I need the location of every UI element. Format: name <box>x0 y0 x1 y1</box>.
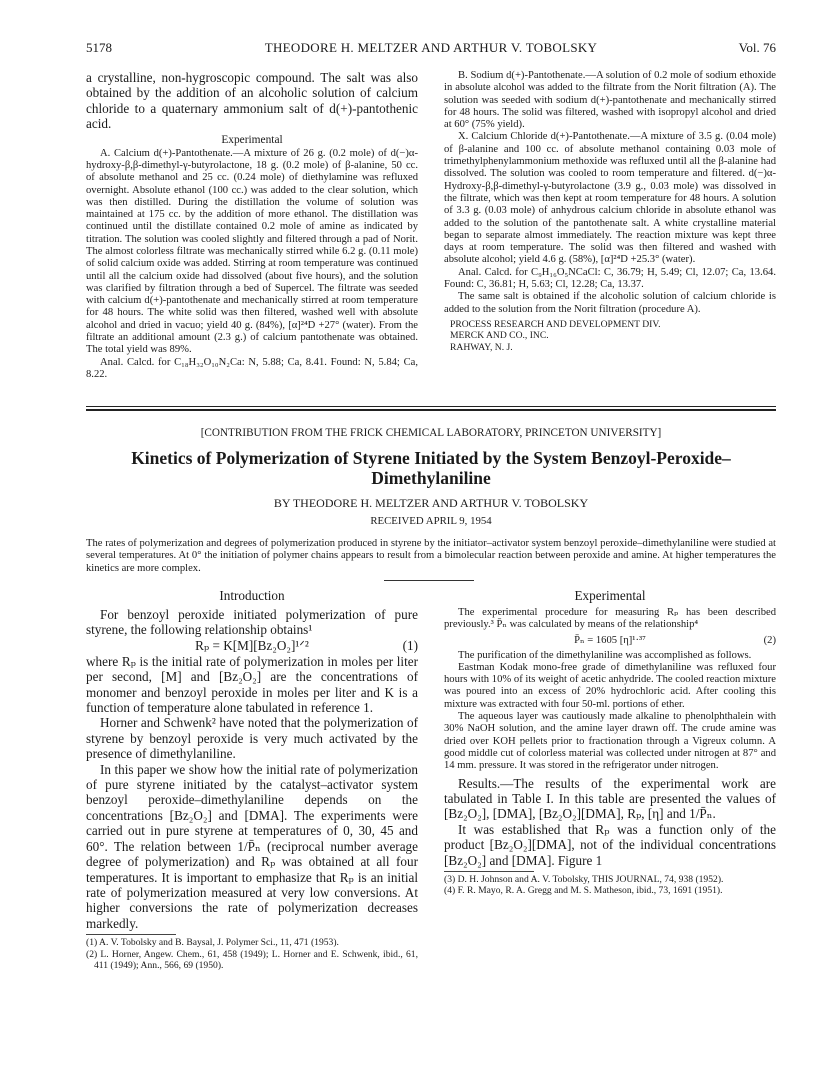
intro-paragraph-2: where Rₚ is the initial rate of polymerization in moles per liter per second, [M] and [Bz₂O₂] are the concentrations of monomer and benzoyl peroxide in moles per liter and K is a function of temperature alone tabulated in reference 1. <box>86 653 418 716</box>
experimental-paragraph-3: Eastman Kodak mono-free grade of dimethylaniline was refluxed four hours with 10% of its weight of acetic anhydride. The cooled reaction mixture was poured into an excess of 20% hydrochloric acid. After cooling this mixture was extracted with four 50-ml. portions of ether. <box>444 661 776 710</box>
intro-paragraph-4: In this paper we show how the initial rate of polymerization of pure styrene initiated by the catalyst–activator system benzoyl peroxide–dimethylaniline depends on the concentrations [Bz₂O₂] and [DMA]. The experiments were carried out in pure styrene at temperatures of 0, 30, 45 and 60°. The relation between 1/P̄ₙ (reciprocal number average degree of polymerization) and Rₚ was obtained at all four temperatures. It is important to emphasize that Rₚ is an initial rate of polymerization measured at very low conversions. At higher conversions the rate of polymerization decreases markedly. <box>86 761 418 931</box>
footnote-1: (1) A. V. Tobolsky and B. Baysal, J. Polymer Sci., 11, 471 (1953). <box>86 937 339 949</box>
article-separator-rule-thin <box>86 406 776 407</box>
affiliation-line-1: PROCESS RESEARCH AND DEVELOPMENT DIV. <box>450 318 661 330</box>
intro-paragraph-1: For benzoyl peroxide initiated polymerization of pure styrene, the following relationship obtains¹ <box>86 607 418 638</box>
equation-1 <box>86 638 418 654</box>
prev-para-x: X. Calcium Chloride d(+)-Pantothenate.—A mixture of 3.5 g. (0.04 mole) of β-alanine and 100 cc. of absolute methanol containing 0.03 mole of trimethylphenylammonium methoxide was refluxed until all the β-alanine had dissolved. The solution was cooled to room temperature and filtered. d(−)α-Hydroxy-β,β-dimethyl-γ-butyrolactone (3.9 g., 0.03 mole) was dissolved in the filtrate, which was then kept at room temperature for 48 hours. A solution of 3.3 g. (0.03 mole) of anhydrous calcium chloride in absolute ethanol was added to the solution of the pantothenate salt. A white crystalline material began to separate almost immediately. The reaction mixture was kept three days at room temperature. The solid was then filtered and washed with absolute alcohol; yield 4.6 g. (58%), [α]²⁴D +25.3° (water). <box>444 131 776 266</box>
results-paragraph-2: It was established that Rₚ was a function only of the product [Bz₂O₂][DMA], not of the individual concentrations [Bz₂O₂] and [DMA]. Figure 1 <box>444 821 776 868</box>
running-title: THEODORE H. MELTZER AND ARTHUR V. TOBOLSKY <box>264 40 598 55</box>
article-right-column <box>444 588 776 897</box>
footnote-4: (4) F. R. Mayo, R. A. Gregg and M. S. Matheson, ibid., 73, 1691 (1951). <box>444 885 723 897</box>
abstract-rule <box>384 580 474 581</box>
prev-article-right-column <box>444 70 776 353</box>
byline: BY THEODORE H. MELTZER AND ARTHUR V. TOBOLSKY <box>273 496 589 510</box>
contribution-line: [CONTRIBUTION FROM THE FRICK CHEMICAL LABORATORY, PRINCETON UNIVERSITY] <box>200 427 662 439</box>
prev-article-left-column <box>86 70 418 381</box>
footnote-rule-left <box>86 934 176 935</box>
prev-intro-paragraph: a crystalline, non-hygroscopic compound. The salt was also obtained by the addition of an alcoholic solution of calcium chloride to a quaternary ammonium salt of d(+)-pantothenic acid. <box>86 70 418 132</box>
prev-para-b: B. Sodium d(+)-Pantothenate.—A solution of 0.2 mole of sodium ethoxide in absolute alcohol was added to the filtrate from the Norit filtration (A). The solution was seeded with sodium d(+)-pantothenate and mechanically stirred for 48 hours. The solid was filtered, washed with isopropyl alcohol and dried at 60° (75% yield). <box>444 70 776 131</box>
affiliation-line-2: MERCK AND CO., INC. <box>450 330 549 342</box>
equation-2-number: (2) <box>763 634 776 646</box>
experimental-heading: Experimental <box>574 588 646 603</box>
prev-anal-a: Anal. Calcd. for C₁₈H₃₂O₁₀N₂Ca: N, 5.88; Ca, 8.41. Found: N, 5.84; Ca, 8.22. <box>86 356 418 380</box>
received-date: RECEIVED APRIL 9, 1954 <box>370 515 492 527</box>
page-number: 5178 <box>86 40 112 55</box>
equation-2-body: P̄ₙ = 1605 [η]¹·³⁷ <box>574 634 646 646</box>
footnote-rule-right <box>444 871 534 872</box>
abstract: The rates of polymerization and degrees of polymerization produced in styrene by the initiator–activator system benzoyl peroxide–dimethylaniline were studied at several temperatures. At 0° the initiation of polymer chains appears to result from a bimolecular reaction between peroxide and amine. At higher temperatures the kinetics are more complex. <box>86 538 776 574</box>
prev-para-same: The same salt is obtained if the alcoholic solution of calcium chloride is added to the solution from the Norit filtration (procedure A). <box>444 291 776 315</box>
affiliation-line-3: RAHWAY, N. J. <box>450 341 513 353</box>
prev-para-a: A. Calcium d(+)-Pantothenate.—A mixture of 26 g. (0.2 mole) of d(−)α-hydroxy-β,β-dimethyl-γ-butyrolactone, 18 g. (0.2 mole) of β-alanine, 50 cc. of absolute methanol and 25 cc. (0.24 mole) of diethylamine was refluxed overnight. Absolute ethanol (100 cc.) was added to the clear solution, which was then distilled. During the distillation the volume of solution was maintained at 175 cc. by the addition of more ethanol. The distillation was continued until the distillate contained 0.2 mole of amine as indicated by titration. The solution was cooled slightly and filtered through a pad of Norit. The almost colorless filtrate was mechanically stirred while 6.2 g. (0.11 mole) of solid calcium oxide was added. Stirring at room temperature was continued until all the calcium oxide had dissolved (about five hours), and the solution was clarified by filtration through a bed of Supercel. The filtrate was seeded with calcium d(+)-pantothenate and mechanically stirred at room temperature for 48 hours. The white solid was then filtered, washed well with absolute alcohol and dried in vacuo; yield 40 g. (84%), [α]²⁴D +27° (water). From the filtrate an additional amount (2.3 g.) of calcium pantothenate was obtained. The total yield was 89%. <box>86 147 418 356</box>
equation-1-body: Rₚ = K[M][Bz₂O₂]¹ᐟ² <box>195 637 309 653</box>
article-title: Kinetics of Polymerization of Styrene Initiated by the System Benzoyl-Peroxide–Dimethylaniline <box>131 448 731 488</box>
article-separator-rule-thick <box>86 409 776 411</box>
footnote-3: (3) D. H. Johnson and A. V. Tobolsky, THIS JOURNAL, 74, 938 (1952). <box>444 874 724 885</box>
experimental-paragraph-1: The experimental procedure for measuring Rₚ has been described previously.³ P̄ₙ was calculated by means of the relationship⁴ <box>444 607 776 631</box>
intro-paragraph-3: Horner and Schwenk² have noted that the polymerization of styrene by benzoyl peroxide is very much activated by the presence of dimethylaniline. <box>86 715 418 762</box>
prev-experimental-heading: Experimental <box>221 133 283 146</box>
running-header <box>86 40 776 60</box>
experimental-paragraph-2: The purification of the dimethylaniline was accomplished as follows. <box>458 649 752 661</box>
results-paragraph-1: Results.—The results of the experimental work are tabulated in Table I. In this table are presented the values of [Bz₂O₂], [DMA], [Bz₂O₂][DMA], Rₚ, [η] and 1/P̄ₙ. <box>444 775 776 822</box>
prev-anal-x: Anal. Calcd. for C₉H₁₆O₅NCaCl: C, 36.79; H, 5.49; Cl, 12.07; Ca, 13.64. Found: C, 36.81; H, 5.63; Cl, 12.28; Ca, 13.37. <box>444 266 776 291</box>
equation-2 <box>444 632 776 650</box>
introduction-heading: Introduction <box>219 588 285 603</box>
article-left-column <box>86 588 418 971</box>
footnote-2: (2) L. Horner, Angew. Chem., 61, 458 (1949); L. Horner and E. Schwenk, ibid., 61, 411 (1949); Ann., 566, 69 (1950). <box>86 948 418 971</box>
volume-label: Vol. 76 <box>738 40 776 55</box>
equation-1-number: (1) <box>402 637 418 653</box>
experimental-paragraph-4: The aqueous layer was cautiously made alkaline to phenolphthalein with 30% NaOH solution, and the amine layer drawn off. The crude amine was dried over KOH pellets prior to fractionation through a Vigreux column. A good middle cut of colorless material was collected under nitrogen at 87° and 14 mm. pressure. It was stored in the refrigerator under nitrogen. <box>444 711 776 772</box>
